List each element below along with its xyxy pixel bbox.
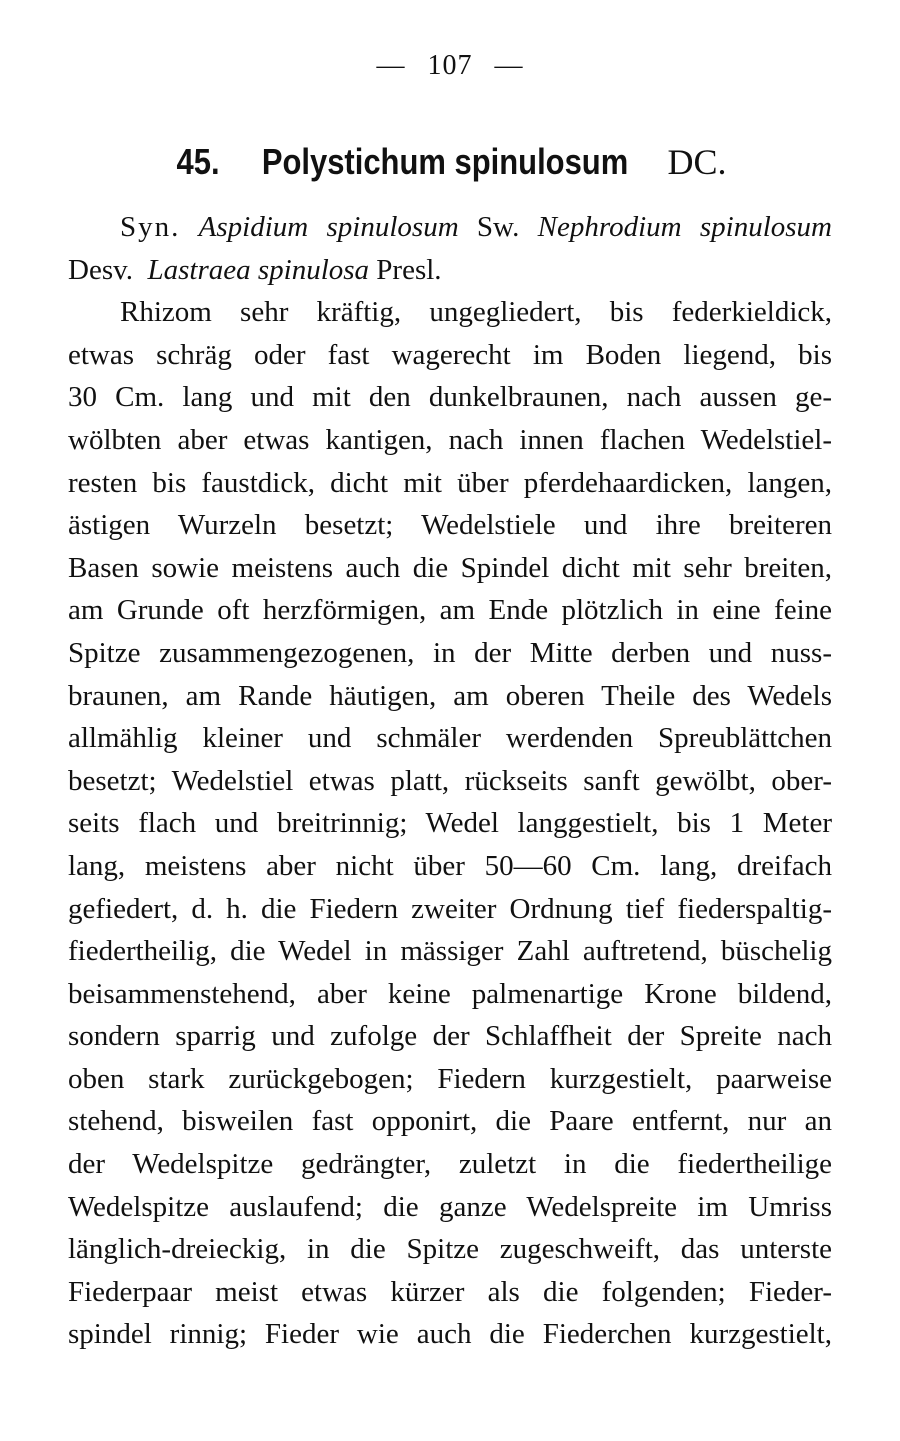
text-line: lang, meistens aber nicht über 50—60 Cm. lang, dreifach: [68, 849, 832, 882]
text-line: allmählig kleiner und schmäler werdenden Spreublättchen: [68, 722, 832, 755]
text-line: besetzt; Wedelstiel etwas platt, rückseits sanft gewölbt, ober-: [68, 764, 832, 797]
synonym-line-2: [68, 249, 832, 292]
species-author: DC.: [667, 142, 727, 182]
description-paragraph: [68, 291, 832, 1356]
text-line: ästigen Wurzeln besetzt; Wedelstiele und ihre breiteren: [68, 509, 832, 542]
text-line: Rhizom sehr kräftig, ungegliedert, bis federkieldick,: [120, 296, 832, 329]
body-text: [68, 206, 832, 1356]
text-line: sondern sparrig und zufolge der Schlaffheit der Spreite nach: [68, 1020, 832, 1053]
text-line: Wedelspitze auslaufend; die ganze Wedelspreite im Umriss: [68, 1190, 832, 1223]
text-line: braunen, am Rande häutigen, am oberen Theile des Wedels: [68, 679, 832, 712]
text-line: Spitze zusammengezogenen, in der Mitte derben und nuss-: [68, 636, 832, 669]
synonym-label: Syn.: [120, 211, 181, 243]
text-line: spindel rinnig; Fieder wie auch die Fiederchen kurzgestielt,: [68, 1318, 832, 1351]
text-line: beisammenstehend, aber keine palmenartige Krone bildend,: [68, 977, 832, 1010]
text-line: resten bis faustdick, dicht mit über pferdehaardicken, langen,: [68, 466, 832, 499]
dash-right: —: [494, 50, 524, 81]
dash-left: —: [376, 50, 406, 81]
text-line: Basen sowie meistens auch die Spindel dicht mit sehr breiten,: [68, 551, 832, 584]
text-line: fiedertheilig, die Wedel in mässiger Zahl auftretend, büschelig: [68, 935, 832, 968]
text-line: seits flach und breitrinnig; Wedel langgestielt, bis 1 Meter: [68, 807, 832, 840]
page-number: [0, 50, 900, 82]
synonym-author: Presl.: [376, 253, 442, 286]
synonym-line-1: [68, 206, 832, 249]
page-number-value: 107: [427, 50, 473, 81]
species-heading: [0, 140, 900, 184]
text-line: stehend, bisweilen fast opponirt, die Paare entfernt, nur an: [68, 1105, 832, 1138]
synonym-author: Desv.: [68, 253, 133, 286]
text-line: der Wedelspitze gedrängter, zuletzt in die fiedertheilige: [68, 1148, 832, 1181]
synonym-name: Nephrodium spinulosum: [537, 211, 832, 243]
text-line: oben stark zurückgebogen; Fiedern kurzgestielt, paarweise: [68, 1062, 832, 1095]
text-line: wölbten aber etwas kantigen, nach innen flachen Wedelstiel-: [68, 423, 832, 456]
text-line: gefiedert, d. h. die Fiedern zweiter Ordnung tief fiederspaltig-: [68, 892, 832, 925]
synonym-name: Lastraea spinulosa: [147, 253, 370, 286]
text-line: 30 Cm. lang und mit den dunkelbraunen, nach aussen ge-: [68, 381, 832, 414]
text-line: am Grunde oft herzförmigen, am Ende plötzlich in eine feine: [68, 594, 832, 627]
species-number: 45.: [176, 141, 220, 182]
synonym-name: Aspidium spinulosum: [198, 211, 459, 243]
text-line: etwas schräg oder fast wagerecht im Boden liegend, bis: [68, 338, 832, 371]
text-line: länglich-dreieckig, in die Spitze zugeschweift, das unterste: [68, 1233, 832, 1266]
species-name: Polystichum spinulosum: [262, 141, 629, 182]
text-line: Fiederpaar meist etwas kürzer als die folgenden; Fieder-: [68, 1275, 832, 1308]
synonym-author: Sw.: [476, 211, 520, 243]
